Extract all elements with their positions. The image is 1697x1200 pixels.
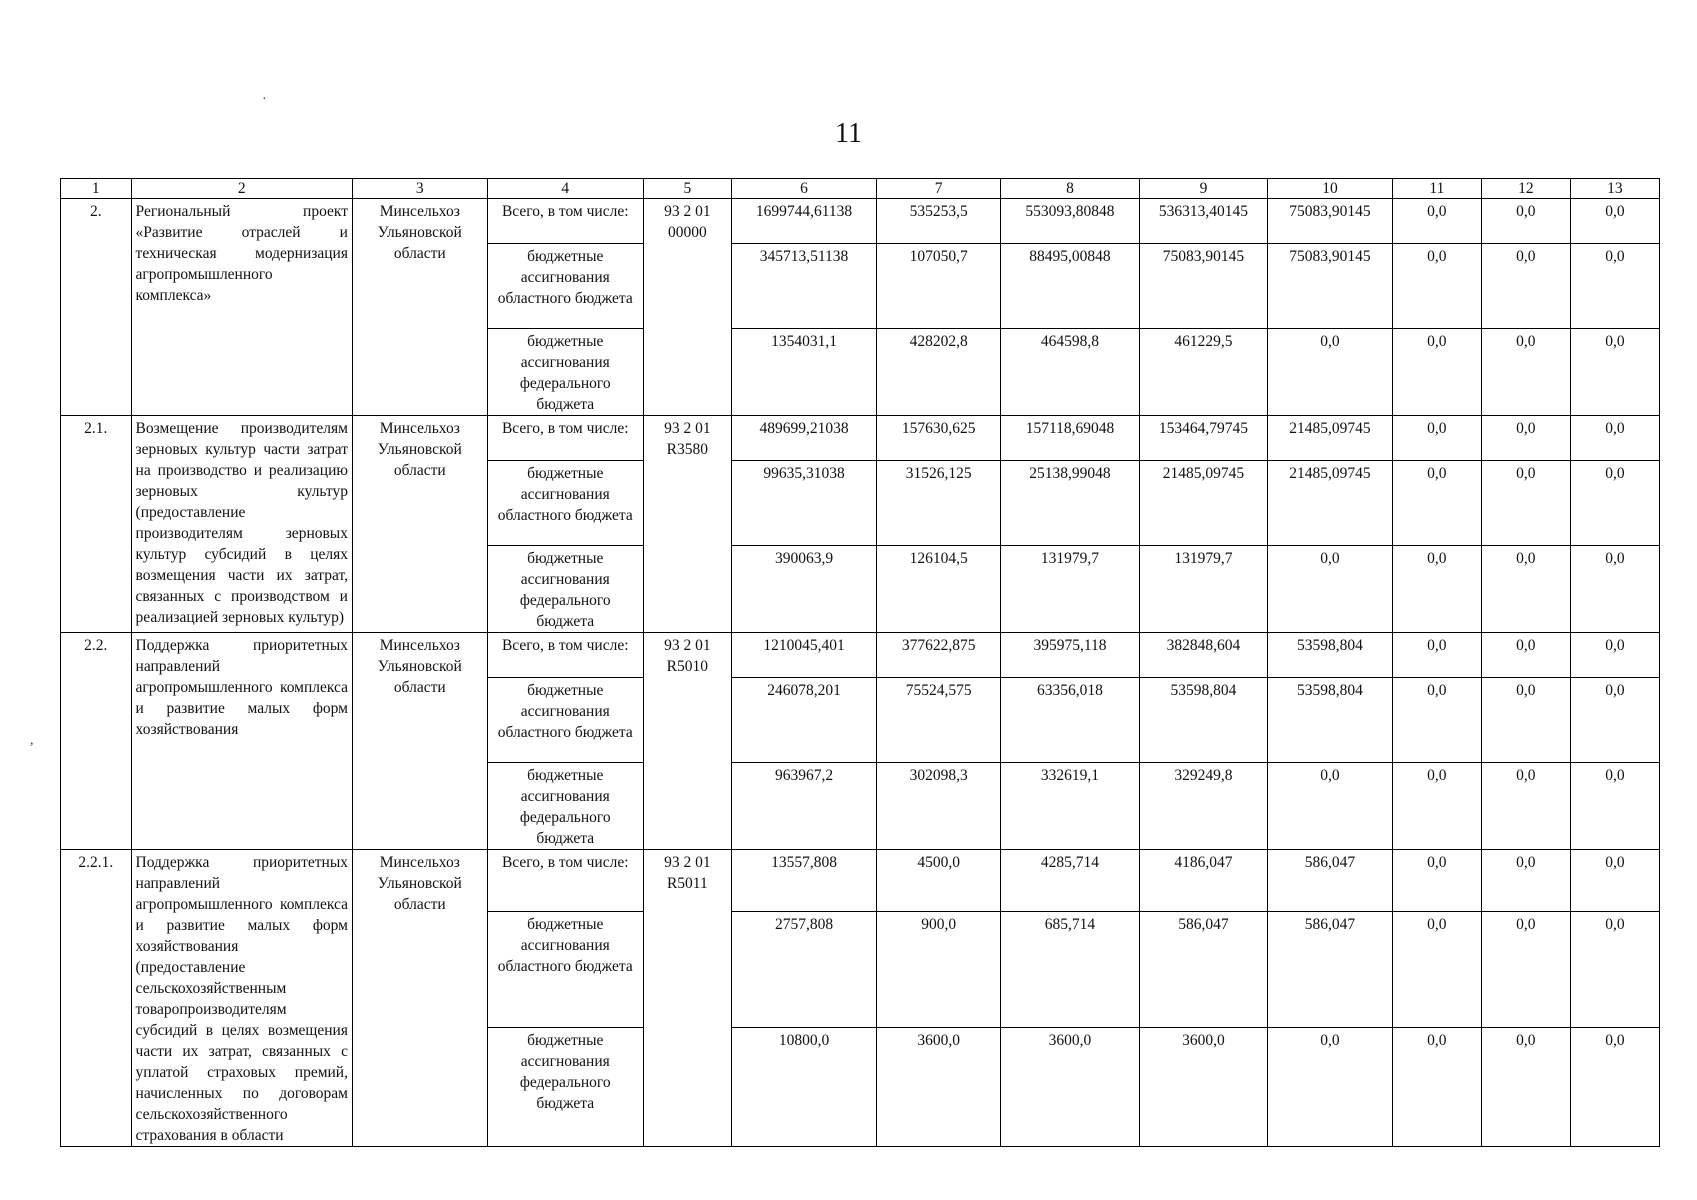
item-number: 2. [61,199,132,416]
funding-value: 0,0 [1570,329,1659,416]
funding-value: 3600,0 [1139,1027,1267,1146]
scan-speck: · [262,92,267,107]
funding-value: 1210045,401 [731,633,876,678]
table-body [61,179,1660,1147]
budget-code: 93 2 01 R5011 [643,850,731,1147]
funding-value: 0,0 [1481,763,1570,850]
funding-value: 0,0 [1392,329,1481,416]
item-number: 2.1. [61,416,132,633]
funding-kind: бюджетные ассигнования федерального бюджета [487,763,643,850]
funding-value: 21485,09745 [1139,461,1267,546]
funding-value: 0,0 [1392,911,1481,1027]
funding-value: 0,0 [1570,461,1659,546]
item-executor: Минсельхоз Ульяновской области [352,416,487,633]
funding-value: 963967,2 [731,763,876,850]
funding-value: 302098,3 [877,763,1001,850]
column-number-header: 6 [731,179,876,199]
funding-kind: бюджетные ассигнования федерального бюджета [487,546,643,633]
funding-value: 0,0 [1570,911,1659,1027]
funding-value: 53598,804 [1268,678,1393,763]
funding-value: 0,0 [1481,546,1570,633]
funding-value: 0,0 [1570,244,1659,329]
column-number-header: 12 [1481,179,1570,199]
funding-value: 0,0 [1570,763,1659,850]
funding-value: 53598,804 [1268,633,1393,678]
funding-value: 685,714 [1001,911,1140,1027]
funding-value: 0,0 [1481,416,1570,461]
column-number-header: 5 [643,179,731,199]
header-row [61,179,1660,199]
item-name: Возмещение производителям зерновых культур части затрат на производство и реализацию зерновых культур (предоставление производителям зерновых культур субсидий в целях возмещения части их затрат, связанных с производством и реализацией зерновых культур) [131,416,352,633]
funding-kind: бюджетные ассигнования областного бюджета [487,678,643,763]
funding-value: 21485,09745 [1268,461,1393,546]
funding-value: 0,0 [1268,546,1393,633]
funding-value: 2757,808 [731,911,876,1027]
funding-value: 0,0 [1570,678,1659,763]
funding-value: 0,0 [1392,416,1481,461]
funding-value: 900,0 [877,911,1001,1027]
funding-value: 0,0 [1570,416,1659,461]
funding-value: 0,0 [1392,678,1481,763]
funding-value: 0,0 [1392,1027,1481,1146]
column-number-header: 11 [1392,179,1481,199]
funding-value: 553093,80848 [1001,199,1140,244]
column-number-header: 9 [1139,179,1267,199]
funding-value: 25138,99048 [1001,461,1140,546]
funding-value: 0,0 [1481,199,1570,244]
column-number-header: 4 [487,179,643,199]
funding-value: 0,0 [1570,850,1659,912]
funding-value: 0,0 [1481,633,1570,678]
funding-value: 0,0 [1268,763,1393,850]
funding-kind: бюджетные ассигнования федерального бюджета [487,329,643,416]
budget-code: 93 2 01 R5010 [643,633,731,850]
column-number-header: 8 [1001,179,1140,199]
item-name: Поддержка приоритетных направлений агропромышленного комплекса и развитие малых форм хозяйствования [131,633,352,850]
funding-value: 0,0 [1570,1027,1659,1146]
funding-value: 75083,90145 [1268,199,1393,244]
funding-value: 586,047 [1139,911,1267,1027]
funding-value: 0,0 [1481,678,1570,763]
funding-value: 536313,40145 [1139,199,1267,244]
funding-value: 0,0 [1392,633,1481,678]
funding-value: 0,0 [1392,199,1481,244]
budget-code: 93 2 01 R3580 [643,416,731,633]
funding-value: 0,0 [1570,633,1659,678]
funding-value: 63356,018 [1001,678,1140,763]
funding-value: 0,0 [1268,1027,1393,1146]
funding-value: 377622,875 [877,633,1001,678]
table-row [61,633,1660,678]
funding-value: 131979,7 [1001,546,1140,633]
funding-value: 10800,0 [731,1027,876,1146]
budget-table [60,178,1660,1147]
funding-value: 4500,0 [877,850,1001,912]
item-number: 2.2. [61,633,132,850]
table-row [61,850,1660,912]
funding-value: 75083,90145 [1139,244,1267,329]
item-executor: Минсельхоз Ульяновской области [352,199,487,416]
column-number-header: 3 [352,179,487,199]
funding-value: 0,0 [1481,1027,1570,1146]
funding-value: 126104,5 [877,546,1001,633]
funding-value: 157118,69048 [1001,416,1140,461]
funding-value: 345713,51138 [731,244,876,329]
page-number: 11 [835,118,862,149]
column-number-header: 7 [877,179,1001,199]
funding-value: 4285,714 [1001,850,1140,912]
column-number-header: 1 [61,179,132,199]
funding-value: 31526,125 [877,461,1001,546]
funding-value: 0,0 [1481,244,1570,329]
funding-value: 329249,8 [1139,763,1267,850]
column-number-header: 2 [131,179,352,199]
funding-value: 53598,804 [1139,678,1267,763]
funding-value: 21485,09745 [1268,416,1393,461]
funding-value: 535253,5 [877,199,1001,244]
column-number-header: 10 [1268,179,1393,199]
funding-value: 3600,0 [877,1027,1001,1146]
funding-value: 3600,0 [1001,1027,1140,1146]
funding-value: 4186,047 [1139,850,1267,912]
table-row [61,199,1660,244]
funding-kind: бюджетные ассигнования федерального бюджета [487,1027,643,1146]
funding-value: 157630,625 [877,416,1001,461]
funding-value: 131979,7 [1139,546,1267,633]
funding-value: 13557,808 [731,850,876,912]
item-name: Поддержка приоритетных направлений агропромышленного комплекса и развитие малых форм хозяйствования (предоставление сельскохозяйственным товаропроизводителям субсидий в целях возмещения части их затрат, связанных с уплатой страховых премий, начисленных по договорам сельскохозяйственного страхования в области [131,850,352,1147]
funding-value: 586,047 [1268,850,1393,912]
table-row [61,416,1660,461]
item-number: 2.2.1. [61,850,132,1147]
funding-value: 99635,31038 [731,461,876,546]
item-executor: Минсельхоз Ульяновской области [352,850,487,1147]
funding-kind: бюджетные ассигнования областного бюджета [487,461,643,546]
funding-value: 0,0 [1392,850,1481,912]
funding-value: 461229,5 [1139,329,1267,416]
funding-value: 586,047 [1268,911,1393,1027]
column-number-header: 13 [1570,179,1659,199]
funding-value: 0,0 [1481,911,1570,1027]
budget-code: 93 2 01 00000 [643,199,731,416]
funding-value: 0,0 [1481,329,1570,416]
funding-value: 0,0 [1392,763,1481,850]
funding-value: 464598,8 [1001,329,1140,416]
funding-value: 395975,118 [1001,633,1140,678]
funding-value: 0,0 [1481,461,1570,546]
funding-value: 0,0 [1570,199,1659,244]
funding-kind: Всего, в том числе: [487,633,643,678]
funding-value: 75524,575 [877,678,1001,763]
funding-value: 1354031,1 [731,329,876,416]
funding-kind: бюджетные ассигнования областного бюджета [487,244,643,329]
funding-value: 428202,8 [877,329,1001,416]
funding-kind: Всего, в том числе: [487,416,643,461]
funding-value: 0,0 [1481,850,1570,912]
funding-value: 107050,7 [877,244,1001,329]
funding-value: 332619,1 [1001,763,1140,850]
funding-value: 88495,00848 [1001,244,1140,329]
funding-value: 0,0 [1392,461,1481,546]
funding-kind: Всего, в том числе: [487,199,643,244]
item-name: Региональный проект «Развитие отраслей и техническая модернизация агропромышленного комплекса» [131,199,352,416]
funding-kind: Всего, в том числе: [487,850,643,912]
funding-value: 153464,79745 [1139,416,1267,461]
funding-value: 0,0 [1570,546,1659,633]
item-executor: Минсельхоз Ульяновской области [352,633,487,850]
scan-speck: , [30,733,34,748]
funding-value: 75083,90145 [1268,244,1393,329]
funding-value: 390063,9 [731,546,876,633]
funding-kind: бюджетные ассигнования областного бюджета [487,911,643,1027]
funding-value: 489699,21038 [731,416,876,461]
funding-value: 246078,201 [731,678,876,763]
funding-value: 0,0 [1268,329,1393,416]
funding-value: 1699744,61138 [731,199,876,244]
funding-value: 382848,604 [1139,633,1267,678]
funding-value: 0,0 [1392,546,1481,633]
funding-value: 0,0 [1392,244,1481,329]
